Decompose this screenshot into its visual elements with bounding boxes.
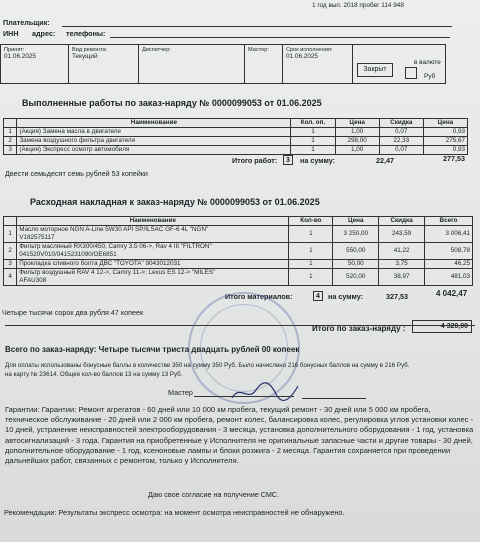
table-row: 2 Фильтр масляный RX300/450, Camry 3.5 06->, Rav 4 III "FILTRON" 041520V010/0415231090/OE6851 1 550,00 41,22 508,78 (4, 243, 473, 260)
currency-label: в валюте (414, 59, 441, 66)
works-col-price: Цена (335, 119, 379, 128)
works-col-num (4, 119, 17, 128)
table-row: 1 (Акция) Замена масла в двигателе 1 1,00 0,07 0,93 (4, 128, 468, 137)
table-row: 1 Масло моторное NGN A-Line 5W30 API SP/ILSAC GF-6 4L "NGN" V182575117 1 3 250,00 243,59 3 006,41 (4, 226, 473, 243)
parts-col-discount: Скидка (379, 217, 425, 226)
warranty-text: Гарантии: Гарантии: Ремонт агрегатов - 60 дней или 10 000 км пробега, текущий ремонт - 30 дней или 5 000 км пробега, техническое обслуживание - 20 дней или 2 000 км пробега, ремонт колес, балансировка колес, регулировка углов установки колес - 10 дней, устранение неисправностей электрооборудования - 3 месяца, установка дополнительного оборудования - 1 год, установка автосигнализаций - 3 года. Гарантия на приобретенные у Исполнителя не оригинальные запасные части и другие товары - 30 дней, дополнительное оборудование - 1 год, ксеноновые лампы и блоки розжига - 2 месяца. Гарантия сохраняется при проведении дальнейших работ, связанных с ремонтом, только у Исполнителя. (5, 405, 474, 466)
payer-label: Плательщик: (3, 18, 50, 27)
currency-checkbox[interactable] (405, 67, 417, 79)
works-total-label: Итого работ: (232, 156, 278, 165)
works-col-qty: Кол. оп. (291, 119, 335, 128)
table-row: 2 Замена воздушного фильтра двигателя 1 298,00 22,33 275,67 (4, 137, 468, 146)
inn-label: ИНН (3, 29, 19, 38)
address-label: адрес: (32, 29, 56, 38)
accepted-cell (1, 45, 69, 83)
order-header-box (0, 44, 446, 84)
parts-total-qty: 4 (313, 291, 323, 301)
table-row: 4 Фильтр воздушный RAV 4 12->, Camry 11->; Lexus ES 12-> "MILES" AFAU308 1 520,00 38,97 481,03 (4, 269, 473, 286)
repair-type-label: Вид ремонта: (72, 47, 108, 53)
dispatcher-label: Диспетчер: (142, 47, 171, 53)
deadline-label: Срок исполнения: (286, 47, 333, 53)
parts-amount-words: Четыре тысячи сорок два рубля 47 копеек (2, 308, 144, 317)
works-col-discount: Скидка (379, 119, 423, 128)
phones-label: телефоны: (66, 29, 106, 38)
currency-value: Руб (424, 73, 436, 80)
works-col-name: Наименование (17, 119, 291, 128)
table-row: 3 Прокладка сливного болта ДВС "TOYOTA" 9043012031 1 50,00 3,75 46,25 (4, 260, 473, 269)
parts-col-qty: Кол-во (289, 217, 333, 226)
order-total-label: Итого по заказ-наряду : (312, 324, 406, 333)
works-sum-label: на сумму: (300, 156, 336, 165)
master-sign-label: Мастер (168, 388, 193, 397)
table-row: 3 (Акция) Экспресс осмотр автомобиля 1 1,00 0,07 0,93 (4, 146, 468, 155)
parts-total-discount: 327,53 (386, 292, 408, 301)
master-cell (245, 45, 283, 83)
deadline-cell (283, 45, 353, 83)
bonus-info-line1: Для оплаты использованы бонусные баллы в количестве 350 на сумму 350 Руб. Было начислено 216 бонусных баллов на сумму в 216 Руб. (5, 362, 410, 369)
works-title: Выполненные работы по заказ-наряду № 0000099053 от 01.06.2025 (22, 98, 322, 108)
order-total-value: 4 320,00 (412, 320, 472, 333)
works-total-sum: 277,53 (443, 154, 465, 163)
dispatcher-cell (139, 45, 245, 83)
works-table (3, 118, 468, 155)
parts-total-sum: 4 042,47 (436, 289, 468, 298)
parts-total-label: Итого материалов: (225, 292, 293, 301)
accepted-date: 01.06.2025 (4, 53, 36, 60)
parts-title: Расходная накладная к заказ-наряду № 0000099053 от 01.06.2025 (30, 197, 320, 207)
accepted-label: Принят: (4, 47, 25, 53)
parts-col-total: Всего (425, 217, 473, 226)
parts-col-price: Цена (333, 217, 379, 226)
master-label: Мастер: (248, 47, 269, 53)
sms-consent: Даю свое согласие на получение СМС. (148, 490, 279, 499)
vehicle-info-note: 1 год вып. 2018 пробег 114 948 (312, 2, 404, 9)
works-total-qty: 3 (283, 155, 293, 165)
recommendations-text: Рекомендации: Результаты экспресс осмотра: на момент осмотра неисправностей не обнаружено. (4, 508, 345, 517)
works-col-total: Цена (423, 119, 467, 128)
parts-sum-label: на сумму: (328, 292, 364, 301)
repair-type-value: Текущий (72, 53, 98, 60)
deadline-date: 01.06.2025 (286, 53, 318, 60)
works-total-discount: 22,47 (376, 156, 394, 165)
works-amount-words: Двести семьдесят семь рублей 53 копейки (5, 169, 148, 178)
parts-col-num (4, 217, 17, 226)
status-closed-button[interactable]: Закрыт (357, 63, 393, 77)
parts-col-name: Наименование (17, 217, 289, 226)
bonus-info-line2: на карту № 23614. Общее кол-во баллов 13 на сумму 13 Руб. (5, 371, 183, 378)
repair-type-cell (69, 45, 139, 83)
total-in-words: Всего по заказ-наряду: Четыре тысячи триста двадцать рублей 00 копеек (5, 345, 300, 354)
master-signature (230, 380, 300, 404)
parts-table (3, 216, 473, 286)
